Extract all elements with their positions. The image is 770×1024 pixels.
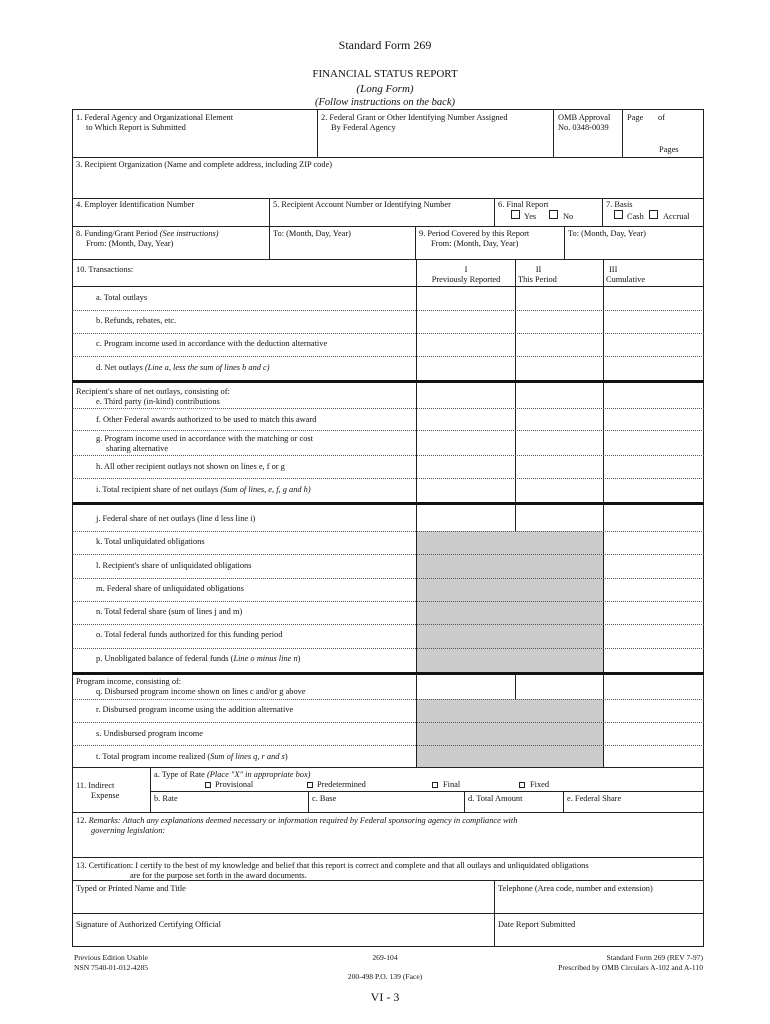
accrual-label: Accrual: [663, 212, 690, 221]
form-title: FINANCIAL STATUS REPORT: [312, 68, 458, 80]
line-d-label: d. Net outlays (Line a, less the sum of lines b and c): [96, 363, 270, 372]
divider: [494, 198, 495, 226]
form-name: Standard Form 269: [338, 38, 432, 52]
line-b-label: b. Refunds, rebates, etc.: [96, 316, 177, 325]
form-instructions: (Follow instructions on the back): [315, 97, 455, 108]
predetermined-label: Predetermined: [317, 780, 366, 789]
row-separator: [72, 430, 704, 431]
bottom-border: [72, 946, 704, 947]
final-report-no-checkbox[interactable]: [549, 210, 558, 219]
provisional-checkbox[interactable]: [205, 782, 211, 788]
predetermined-checkbox[interactable]: [307, 782, 313, 788]
line-s-label: s. Undisbursed program income: [96, 729, 203, 738]
row-line: [72, 857, 704, 858]
recipient-share-header: Recipient's share of net outlays, consisting of:: [76, 387, 230, 396]
line-r-label: r. Disbursed program income using the addition alternative: [96, 705, 294, 714]
row-separator: [72, 408, 704, 409]
omb-approval-label: OMB Approval: [558, 113, 611, 122]
divider: [269, 226, 270, 259]
ein-label: 4. Employer Identification Number: [76, 200, 195, 209]
line-e-label: e. Third party (in-kind) contributions: [96, 397, 220, 406]
no-label: No: [563, 212, 574, 221]
divider: [464, 791, 465, 812]
prescribed-by: Prescribed by OMB Circulars A-102 and A-110: [558, 963, 703, 972]
omb-number: No. 0348-0039: [558, 123, 609, 132]
line-m-label: m. Federal share of unliquidated obligations: [96, 584, 244, 593]
row-separator: [72, 310, 704, 311]
total-amount-label: d. Total Amount: [468, 794, 523, 803]
divider: [553, 109, 554, 157]
top-border: [72, 109, 704, 110]
row-line: [72, 226, 704, 227]
divider: [564, 226, 565, 259]
divider: [150, 767, 151, 812]
period-from-label: From: (Month, Day, Year): [431, 239, 519, 248]
line-l-label: l. Recipient's share of unliquidated obligations: [96, 561, 252, 570]
col1-header: Previously Reported: [431, 275, 501, 284]
divider: [602, 198, 603, 226]
col-divider-3: [603, 259, 604, 767]
row-separator: [72, 578, 704, 579]
row-line: [72, 286, 704, 287]
divider: [308, 791, 309, 812]
line-t-label: t. Total program income realized (Sum of lines q, r and s): [96, 752, 288, 761]
signature-label: Signature of Authorized Certifying Official: [76, 920, 221, 929]
line-c-label: c. Program income used in accordance with the deduction alternative: [96, 339, 328, 348]
rate-label: b. Rate: [154, 794, 178, 803]
col-divider-1: [416, 259, 417, 767]
row-line: [72, 198, 704, 199]
shaded-cells: [417, 699, 603, 767]
row-separator: [72, 531, 704, 532]
agency-label: 1. Federal Agency and Organizational Element: [76, 113, 234, 122]
account-number-label: 5. Recipient Account Number or Identifying Number: [273, 200, 451, 209]
section-divider: [72, 502, 704, 505]
final-report-yes-checkbox[interactable]: [511, 210, 520, 219]
line-o-label: o. Total federal funds authorized for this funding period: [96, 630, 283, 639]
fixed-label: Fixed: [530, 780, 550, 789]
row-separator: [72, 455, 704, 456]
previous-edition: Previous Edition Usable: [74, 953, 148, 962]
divider: [415, 226, 416, 259]
divider: [317, 109, 318, 157]
grant-number-label-2: By Federal Agency: [331, 123, 396, 132]
line-j-label: j. Federal share of net outlays (line d less line i): [96, 514, 256, 523]
indirect-label: 11. Indirect: [76, 781, 115, 790]
row-separator: [72, 745, 704, 746]
row-separator: [72, 699, 704, 700]
remarks-label: 12. Remarks: Attach any explanations deemed necessary or information required by Federal sponsoring agency in compliance with: [76, 816, 518, 825]
line-f-label: f. Other Federal awards authorized to be used to match this award: [96, 415, 317, 424]
of-label: of: [658, 113, 665, 122]
line-g-label-2: sharing alternative: [106, 444, 169, 453]
row-separator: [72, 333, 704, 334]
divider: [269, 198, 270, 226]
federal-share-label: e. Federal Share: [567, 794, 622, 803]
yes-label: Yes: [524, 212, 537, 221]
final-label: Final: [443, 780, 461, 789]
row-line: [72, 812, 704, 813]
line-h-label: h. All other recipient outlays not shown on lines e, f or g: [96, 462, 285, 471]
row-separator: [72, 624, 704, 625]
row-separator: [72, 356, 704, 357]
col-divider-2: [515, 259, 516, 767]
period-to-label: To: (Month, Day, Year): [568, 229, 646, 238]
row-separator: [72, 601, 704, 602]
page-label: Page: [627, 113, 644, 122]
funding-from-label: From: (Month, Day, Year): [86, 239, 174, 248]
recipient-org-label: 3. Recipient Organization (Name and complete address, including ZIP code): [76, 160, 333, 169]
po-number: 200-498 P.O. 139 (Face): [347, 972, 423, 981]
period-covered-label: 9. Period Covered by this Report: [419, 229, 530, 238]
col3-num: III: [609, 265, 618, 274]
section-divider: [72, 380, 704, 383]
row-separator: [72, 648, 704, 649]
basis-label: 7. Basis: [606, 200, 633, 209]
line-a-label: a. Total outlays: [96, 293, 148, 302]
line-g-label: g. Program income used in accordance with the matching or cost: [96, 434, 313, 443]
program-income-header: Program income, consisting of:: [76, 677, 182, 686]
left-border: [72, 109, 73, 946]
funding-to-label: To: (Month, Day, Year): [273, 229, 351, 238]
row-separator: [72, 722, 704, 723]
form-code: 269-104: [372, 953, 398, 962]
printed-name-label: Typed or Printed Name and Title: [76, 884, 186, 893]
col2-header: This Period: [518, 275, 557, 284]
form-subtitle: (Long Form): [356, 83, 414, 95]
pages-label: Pages: [659, 145, 679, 154]
col1-num: I: [464, 265, 468, 274]
telephone-label: Telephone (Area code, number and extension): [498, 884, 653, 893]
provisional-label: Provisional: [215, 780, 254, 789]
final-checkbox[interactable]: [432, 782, 438, 788]
divider: [622, 109, 623, 157]
col3-header: Cumulative: [606, 275, 646, 284]
row-line: [72, 157, 704, 158]
line-q-label: q. Disbursed program income shown on lines c and/or g above: [96, 687, 306, 696]
row-separator: [72, 478, 704, 479]
date-submitted-label: Date Report Submitted: [498, 920, 576, 929]
rate-type-label: a. Type of Rate (Place "X" in appropriate box): [154, 770, 311, 779]
basis-cash-checkbox[interactable]: [614, 210, 623, 219]
right-border: [703, 109, 704, 946]
remarks-label-2: governing legislation:: [91, 826, 166, 835]
funding-period-label: 8. Funding/Grant Period (See instructions): [76, 229, 219, 238]
row-line: [72, 880, 704, 881]
row-line: [72, 259, 704, 260]
nsn-number: NSN 7540-01-012-4285: [74, 963, 149, 972]
form-revision: Standard Form 269 (REV 7-97): [606, 953, 703, 962]
col2-num: II: [535, 265, 542, 274]
grant-number-label: 2. Federal Grant or Other Identifying Number Assigned: [321, 113, 508, 122]
row-line: [72, 767, 704, 768]
page-number: VI - 3: [370, 990, 400, 1004]
fixed-checkbox[interactable]: [519, 782, 525, 788]
basis-accrual-checkbox[interactable]: [649, 210, 658, 219]
row-line: [72, 913, 704, 914]
transactions-label: 10. Transactions:: [76, 265, 134, 274]
line-n-label: n. Total federal share (sum of lines j and m): [96, 607, 243, 616]
section-divider: [72, 672, 704, 675]
certification-text: 13. Certification: I certify to the best of my knowledge and belief that this report is correct and complete and that all outlays and unliquidated obligations: [76, 861, 589, 870]
row-line: [150, 791, 704, 792]
certification-text-2: are for the purpose set forth in the award documents.: [130, 871, 307, 880]
agency-label-2: to Which Report is Submitted: [86, 123, 186, 132]
cash-label: Cash: [627, 212, 644, 221]
indirect-label-2: Expense: [91, 791, 120, 800]
final-report-label: 6. Final Report: [498, 200, 549, 209]
divider: [563, 791, 564, 812]
line-k-label: k. Total unliquidated obligations: [96, 537, 205, 546]
line-i-label: i. Total recipient share of net outlays (Sum of lines, e, f, g and h): [96, 485, 311, 494]
line-p-label: p. Unobligated balance of federal funds (Line o minus line n): [96, 654, 301, 663]
base-label: c. Base: [312, 794, 337, 803]
row-separator: [72, 554, 704, 555]
